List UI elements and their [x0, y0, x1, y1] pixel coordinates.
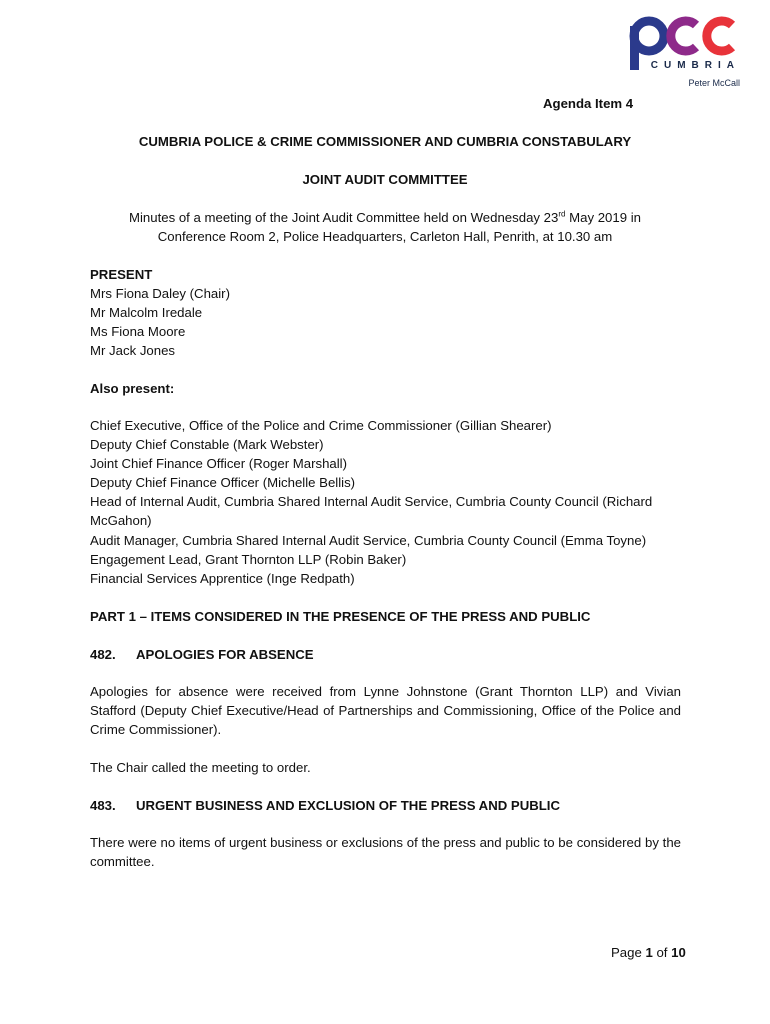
- document-heading: CUMBRIA POLICE & CRIME COMMISSIONER AND CUMBRIA CONSTABULARY: [138, 134, 632, 149]
- item-title: URGENT BUSINESS AND EXCLUSION OF THE PRESS AND PUBLIC: [136, 798, 560, 813]
- item-number: 482.: [90, 647, 116, 662]
- page-number: 1: [645, 945, 653, 960]
- minutes-line-2: Conference Room 2, Police Headquarters, Carleton Hall, Penrith, at 10.30 am: [157, 229, 613, 244]
- attendee-line: McGahon): [90, 513, 152, 528]
- minutes-line-1: [0, 208, 770, 227]
- attendee-line: Deputy Chief Finance Officer (Michelle Bellis): [90, 475, 356, 490]
- also-present-label: Also present:: [90, 381, 175, 396]
- page-label: Page: [611, 945, 646, 960]
- page-of: of: [652, 945, 672, 960]
- page-footer: [611, 943, 686, 962]
- attendee-line: Financial Services Apprentice (Inge Redpath): [90, 571, 355, 586]
- agenda-item: Agenda Item 4: [543, 96, 634, 111]
- attendee-line: Audit Manager, Cumbria Shared Internal Audit Service, Cumbria County Council (Emma Toyne): [90, 533, 647, 548]
- item-number: 483.: [90, 798, 116, 813]
- item-482-paragraph: Apologies for absence were received from Lynne Johnstone (Grant Thornton LLP) and Vivian Stafford (Deputy Chief Executive/Head of Partnerships and Commissioning, Office of the Police and Crime Commissioner).: [90, 684, 681, 737]
- item-title: APOLOGIES FOR ABSENCE: [136, 647, 314, 662]
- part-1-heading: PART 1 – ITEMS CONSIDERED IN THE PRESENCE OF THE PRESS AND PUBLIC: [90, 609, 591, 624]
- attendee-line: Deputy Chief Constable (Mark Webster): [90, 437, 324, 452]
- page-total: 10: [671, 945, 686, 960]
- present-member: Mrs Fiona Daley (Chair): [90, 286, 230, 301]
- committee-title: JOINT AUDIT COMMITTEE: [302, 172, 468, 187]
- present-member: Ms Fiona Moore: [90, 324, 186, 339]
- minutes-date-suffix: rd: [558, 209, 566, 219]
- attendee-line: Chief Executive, Office of the Police and Crime Commissioner (Gillian Shearer): [90, 418, 552, 433]
- item-483-paragraph: There were no items of urgent business or exclusions of the press and public to be considered by the committee.: [90, 835, 681, 869]
- attendee-line: Engagement Lead, Grant Thornton LLP (Robin Baker): [90, 552, 407, 567]
- logo-subtitle: CUMBRIA: [650, 60, 740, 71]
- logo-name: Peter McCall: [688, 78, 740, 88]
- item-482-paragraph-2: The Chair called the meeting to order.: [90, 760, 311, 775]
- item-483-heading: [90, 796, 560, 815]
- minutes-line-1-end: May 2019 in: [565, 210, 641, 225]
- present-label: PRESENT: [90, 267, 153, 282]
- logo-letter-c2: [707, 21, 732, 51]
- logo-letter-c1: [671, 21, 696, 51]
- attendee-line: Head of Internal Audit, Cumbria Shared Internal Audit Service, Cumbria County Council (Richard: [90, 494, 653, 509]
- present-member: Mr Malcolm Iredale: [90, 305, 203, 320]
- attendee-line: Joint Chief Finance Officer (Roger Marshall): [90, 456, 348, 471]
- item-482-heading: [90, 645, 314, 664]
- minutes-line-1-text: Minutes of a meeting of the Joint Audit Committee held on Wednesday 23: [129, 210, 559, 225]
- present-member: Mr Jack Jones: [90, 343, 176, 358]
